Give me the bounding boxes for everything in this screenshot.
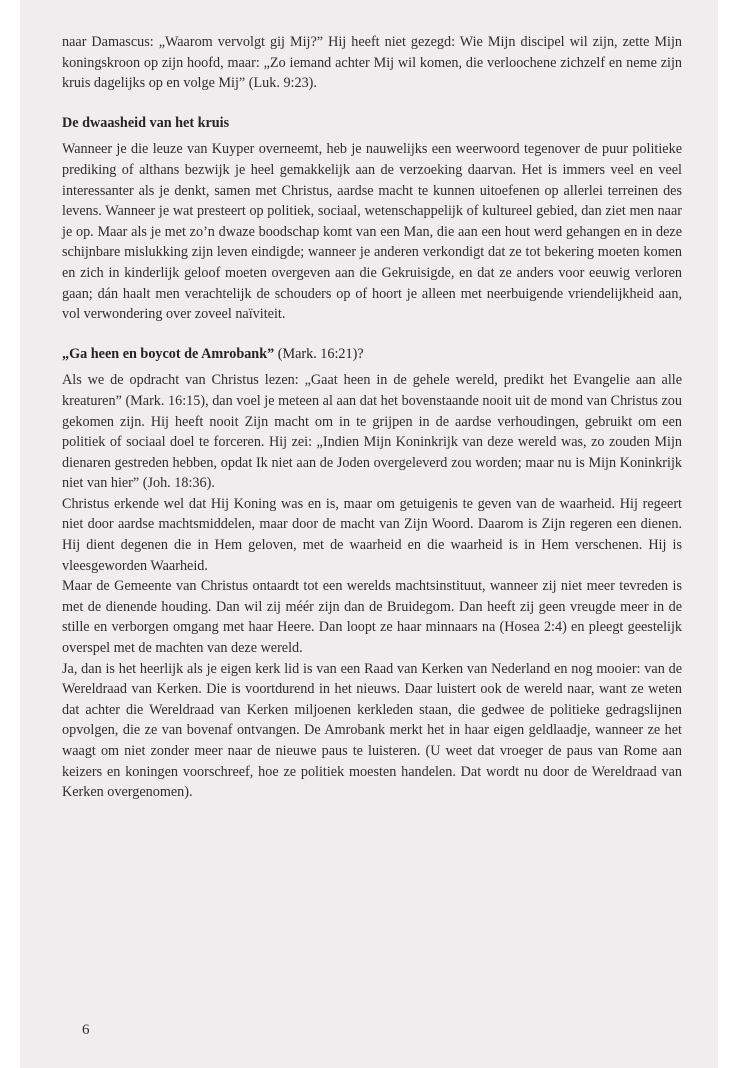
page-content (62, 32, 682, 803)
paragraph: Ja, dan is het heerlijk als je eigen kerk lid is van een Raad van Kerken van Nederland en nog mooier: van de Wereldraad van Kerken. Die is voortdurend in het nieuws. Daar luistert ook de wereld naar, want ze weten dat achter die Wereldraad van Kerken miljoenen kerkleden staan, die gedwee de politieke gedragslijnen opvolgen, die ze van bovenaf ontvangen. De Amrobank merkt het in haar eigen geldlaadje, wanneer ze het waagt om niet zonder meer naar de nieuwe paus te luisteren. (U weet dat vroeger de paus van Rome aan keizers en koningen voorschreef, hoe ze politiek moesten handelen. Dat wordt nu door de Wereldraad van Kerken overgenomen). (62, 660, 682, 801)
heading-reference: (Mark. 16:21)? (274, 345, 364, 362)
book-page (20, 0, 718, 1068)
section-heading-dwaasheid: De dwaasheid van het kruis (62, 114, 230, 131)
paragraph: Christus erkende wel dat Hij Koning was en is, maar om getuigenis te geven van de waarheid. Hij regeert niet door aardse machtsmiddelen, maar door de macht van Zijn Woord. Daarom is Zijn regeren een dienen. Hij dient degenen die in Hem geloven, met de waarheid en die waarheid is in Hem verschenen. Hij is vleesgeworden Waarheid. (62, 495, 682, 574)
intro-paragraph: naar Damascus: „Waarom vervolgt gij Mij?” Hij heeft niet gezegd: Wie Mijn discipel wil zijn, zette Mijn koningskroon op zijn hoofd, maar: „Zo iemand achter Mij wil komen, die verloochene zichzelf en neme zijn kruis dagelijks op en volge Mij” (Luk. 9:23). (62, 34, 682, 92)
section-paragraph-dwaasheid: Wanneer je die leuze van Kuyper overneemt, heb je nauwelijks een weerwoord tegenover de puur politieke prediking of althans bezwijk je heel gemakkelijk aan de verzoeking daarvan. Het is immers veel en veel interessanter als je denkt, samen met Christus, aardse macht te kunnen uitoefenen op allerlei terreinen des levens. Wanneer je wat presteert op politiek, sociaal, wetenschappelijk of kultureel gebied, dan ziet men naar je op. Maar als je met zo’n dwaze boodschap komt van een Man, die aan een hout werd gehangen en in deze schijnbare mislukking zijn leven eindigde; wanneer je anderen verkondigt dat ze tot bekering moeten komen en zich in kinderlijk geloof moeten overgeven aan die Gekruisigde, en dat ze anders voor eeuwig verloren gaan; dán haalt men verachtelijk de schouders op of hoort je alleen met neerbuigende vriendelijkheid aan, vol verwondering over zoveel naïviteit. (62, 141, 682, 323)
paragraph: Als we de opdracht van Christus lezen: „Gaat heen in de gehele wereld, predikt het Evangelie aan alle kreaturen” (Mark. 16:15), dan voel je meteen al aan dat het bovenstaande nooit uit de mond van Christus zou gekomen zijn. Hij heeft nooit Zijn macht om in te grijpen in de aardse verhoudingen, gebruikt om een politiek of sociaal doel te forceren. Hij zei: „Indien Mijn Koninkrijk van deze wereld was, zo zouden Mijn dienaren gestreden hebben, opdat Ik niet aan de Joden overgeleverd zou worden; maar nu is Mijn Koninkrijk niet van hier” (Joh. 18:36). (62, 372, 682, 492)
paragraph: Maar de Gemeente van Christus ontaardt tot een werelds machtsinstituut, wanneer zij niet meer tevreden is met de dienende houding. Dan wil zij méér zijn dan de Bruidegom. Dan heeft zij geen vreugde meer in de stille en verborgen omgang met haar Heere. Dan loopt ze haar minnaars na (Hosea 2:4) en pleegt geestelijk overspel met de machten van deze wereld. (62, 578, 682, 657)
heading-text: „Ga heen en boycot de Amrobank” (62, 345, 275, 362)
page-number: 6 (82, 1022, 90, 1038)
section-heading-amrobank (62, 344, 682, 365)
